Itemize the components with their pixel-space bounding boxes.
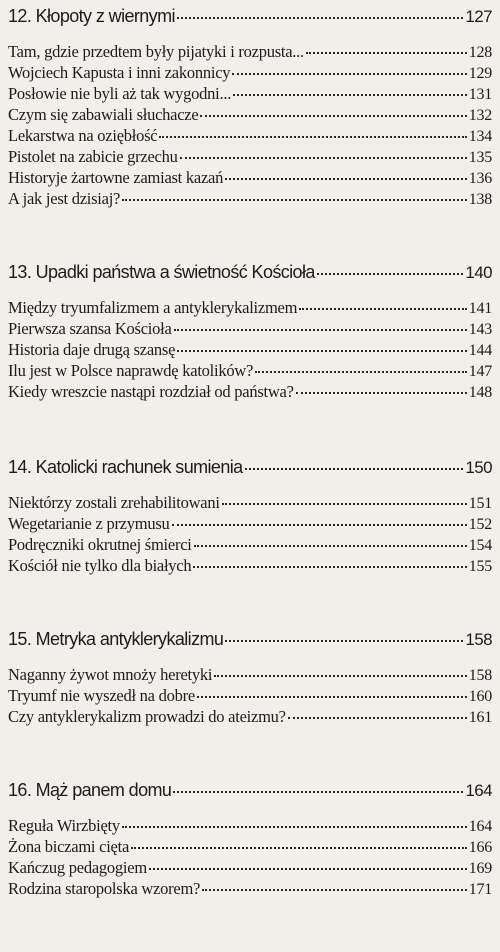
- entry-title: Kościół nie tylko dla białych: [8, 556, 192, 575]
- chapter-14: [8, 457, 492, 577]
- toc-entry: [8, 816, 492, 837]
- dot-leader: [232, 73, 466, 75]
- chapter-title: 12. Kłopoty z wiernymi: [8, 6, 175, 26]
- entry-title: Rodzina staropolska wzorem?: [8, 879, 201, 898]
- dot-leader: [202, 889, 467, 891]
- entry-page-number: 132: [468, 107, 492, 124]
- chapter-12: [8, 6, 492, 210]
- entry-title: Tryumf nie wyszedł na dobre: [8, 686, 195, 705]
- entry-page-number: 138: [468, 191, 492, 208]
- dot-leader: [159, 136, 466, 138]
- entry-title: A jak jest dzisiaj?: [8, 189, 121, 208]
- dot-leader: [149, 868, 467, 870]
- entry-title: Wojciech Kapusta i inni zakonnicy: [8, 63, 231, 82]
- dot-leader: [172, 524, 467, 526]
- toc-entry: [8, 105, 492, 126]
- entry-page-number: 143: [468, 321, 492, 338]
- chapter-16: [8, 780, 492, 900]
- dot-leader: [197, 696, 467, 698]
- chapter-heading: [8, 457, 492, 485]
- entry-title: Tam, gdzie przedtem były pijatyki i rozpusta...: [8, 42, 304, 61]
- entry-title: Wegetarianie z przymusu: [8, 514, 170, 533]
- entry-page-number: 161: [468, 709, 492, 726]
- dot-leader: [194, 545, 467, 547]
- entry-page-number: 148: [468, 384, 492, 401]
- entry-page-number: 158: [468, 667, 492, 684]
- entry-title: Kiedy wreszcie nastąpi rozdział od państwa?: [8, 382, 294, 401]
- entry-page-number: 134: [468, 128, 492, 145]
- entry-title: Niektórzy zostali zrehabilitowani: [8, 493, 220, 512]
- dot-leader: [193, 566, 466, 568]
- chapter-page-number: 127: [465, 7, 492, 26]
- chapter-page-number: 158: [465, 630, 492, 649]
- toc-entry: [8, 382, 492, 403]
- entry-page-number: 144: [468, 342, 492, 359]
- toc-entry: [8, 126, 492, 147]
- dot-leader: [317, 273, 464, 275]
- dot-leader: [131, 847, 467, 849]
- dot-leader: [122, 199, 467, 201]
- dot-leader: [122, 826, 467, 828]
- dot-leader: [306, 52, 467, 54]
- dot-leader: [200, 115, 466, 117]
- toc-entry: [8, 298, 492, 319]
- entry-page-number: 136: [468, 170, 492, 187]
- entry-page-number: 135: [468, 149, 492, 166]
- chapter-13: [8, 262, 492, 403]
- entry-page-number: 164: [468, 818, 492, 835]
- entry-page-number: 166: [468, 839, 492, 856]
- dot-leader: [225, 640, 463, 642]
- entry-page-number: 141: [468, 300, 492, 317]
- dot-leader: [180, 157, 467, 159]
- toc-entry: [8, 168, 492, 189]
- toc-entry: [8, 686, 492, 707]
- entry-page-number: 154: [468, 537, 492, 554]
- entry-page-number: 131: [468, 86, 492, 103]
- entry-title: Żona biczami cięta: [8, 837, 130, 856]
- toc-entry: [8, 837, 492, 858]
- chapter-heading: [8, 780, 492, 808]
- entry-title: Naganny żywot mnoży heretyki: [8, 665, 213, 684]
- toc-entry: [8, 858, 492, 879]
- toc-entry: [8, 707, 492, 728]
- entry-title: Kańczug pedagogiem: [8, 858, 147, 877]
- toc-entry: [8, 319, 492, 340]
- dot-leader: [255, 371, 467, 373]
- dot-leader: [299, 308, 467, 310]
- entry-page-number: 171: [468, 881, 492, 898]
- entry-page-number: 151: [468, 495, 492, 512]
- chapter-heading: [8, 262, 492, 290]
- dot-leader: [222, 503, 467, 505]
- dot-leader: [214, 675, 467, 677]
- entry-title: Historyje żartowne zamiast kazań: [8, 168, 224, 187]
- entry-title: Czym się zabawiali słuchacze: [8, 105, 199, 124]
- toc-entry: [8, 361, 492, 382]
- entry-title: Czy antyklerykalizm prowadzi do ateizmu?: [8, 707, 286, 726]
- entry-title: Podręczniki okrutnej śmierci: [8, 535, 192, 554]
- toc-entry: [8, 535, 492, 556]
- toc-entry: [8, 189, 492, 210]
- toc-entry: [8, 556, 492, 577]
- toc-entry: [8, 514, 492, 535]
- toc-entry: [8, 63, 492, 84]
- toc-entry: [8, 493, 492, 514]
- toc-entry: [8, 84, 492, 105]
- dot-leader: [245, 468, 464, 470]
- dot-leader: [173, 791, 463, 793]
- entry-page-number: 152: [468, 516, 492, 533]
- entry-title: Lekarstwa na oziębłość: [8, 126, 158, 145]
- entry-page-number: 129: [468, 65, 492, 82]
- entry-title: Posłowie nie byli aż tak wygodni...: [8, 84, 232, 103]
- entry-title: Reguła Wirzbięty: [8, 816, 120, 835]
- entry-title: Ilu jest w Polsce naprawdę katolików?: [8, 361, 254, 380]
- entry-title: Między tryumfalizmem a antyklerykalizmem: [8, 298, 298, 317]
- chapter-heading: [8, 6, 492, 34]
- chapter-title: 13. Upadki państwa a świetność Kościoła: [8, 262, 315, 282]
- entry-title: Pierwsza szansa Kościoła: [8, 319, 172, 338]
- toc-entry: [8, 340, 492, 361]
- chapter-page-number: 140: [465, 263, 492, 282]
- entry-page-number: 160: [468, 688, 492, 705]
- entry-page-number: 169: [468, 860, 492, 877]
- entry-page-number: 147: [468, 363, 492, 380]
- entry-page-number: 128: [468, 44, 492, 61]
- entry-title: Historia daje drugą szansę: [8, 340, 176, 359]
- chapter-title: 15. Metryka antyklerykalizmu: [8, 629, 224, 649]
- dot-leader: [177, 350, 467, 352]
- chapter-15: [8, 629, 492, 728]
- chapter-page-number: 150: [465, 458, 492, 477]
- entry-page-number: 155: [468, 558, 492, 575]
- toc-entry: [8, 147, 492, 168]
- toc-entry: [8, 42, 492, 63]
- entry-title: Pistolet na zabicie grzechu: [8, 147, 178, 166]
- dot-leader: [177, 17, 464, 19]
- dot-leader: [233, 94, 467, 96]
- chapter-heading: [8, 629, 492, 657]
- toc-entry: [8, 665, 492, 686]
- dot-leader: [288, 717, 467, 719]
- toc-entry: [8, 879, 492, 900]
- dot-leader: [174, 329, 467, 331]
- chapter-title: 14. Katolicki rachunek sumienia: [8, 457, 243, 477]
- table-of-contents: [8, 6, 492, 952]
- chapter-page-number: 164: [465, 781, 492, 800]
- dot-leader: [296, 392, 467, 394]
- chapter-title: 16. Mąż panem domu: [8, 780, 172, 800]
- dot-leader: [225, 178, 467, 180]
